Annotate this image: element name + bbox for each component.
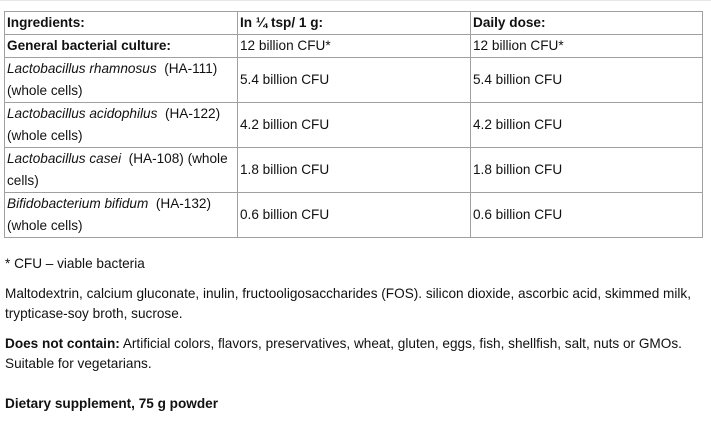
strain-code: (HA-122): [164, 106, 221, 121]
daily-cell: 4.2 billion CFU: [471, 103, 703, 148]
ingredients-table: [4, 11, 703, 238]
ingredient-cell: [5, 148, 238, 193]
table-row: [5, 103, 703, 148]
strain-code: (HA-111): [164, 61, 218, 76]
daily-cell: 1.8 billion CFU: [471, 148, 703, 193]
strain-note: (whole cells): [7, 128, 83, 143]
amount-cell: 12 billion CFU*: [238, 35, 471, 58]
does-not-contain-label: Does not contain:: [5, 336, 120, 351]
strain-note: cells): [7, 173, 39, 188]
amount-cell: 0.6 billion CFU: [238, 193, 471, 238]
cfu-footnote: * CFU – viable bacteria: [5, 256, 145, 271]
top-divider: [0, 0, 711, 1]
amount-cell: 1.8 billion CFU: [238, 148, 471, 193]
species-name: Lactobacillus casei: [7, 151, 122, 166]
header-per-serving: In ¼ tsp/ 1 g:: [238, 12, 471, 35]
amount-cell: 4.2 billion CFU: [238, 103, 471, 148]
header-daily-dose: Daily dose:: [471, 12, 703, 35]
ingredient-cell: [5, 58, 238, 103]
table-header-row: [5, 12, 703, 35]
other-ingredients: Maltodextrin, calcium gluconate, inulin, fructooligosaccharides (FOS). silicon dioxide, ascorbic acid, skimmed milk, trypticase-soy broth, sucrose.: [5, 286, 691, 321]
product-description: Dietary supplement, 75 g powder: [5, 396, 219, 411]
strain-code: (HA-108) (whole: [128, 151, 228, 166]
species-name: Bifidobacterium bifidum: [7, 196, 149, 211]
strain-code: (HA-132): [155, 196, 212, 211]
ingredient-cell: [5, 103, 238, 148]
species-name: Lactobacillus acidophilus: [7, 106, 158, 121]
table-row: [5, 35, 703, 58]
strain-note: (whole cells): [7, 218, 83, 233]
does-not-contain-text: Artificial colors, flavors, preservatives, wheat, gluten, eggs, fish, shellfish, salt, nuts or GMOs. Suitable for vegetarians.: [5, 336, 682, 371]
does-not-contain: [5, 334, 707, 374]
table-row: [5, 193, 703, 238]
species-name: Lactobacillus rhamnosus: [7, 61, 157, 76]
ingredient-name: General bacterial culture:: [5, 35, 238, 58]
ingredient-cell: [5, 193, 238, 238]
daily-cell: 12 billion CFU*: [471, 35, 703, 58]
table-row: [5, 58, 703, 103]
amount-cell: 5.4 billion CFU: [238, 58, 471, 103]
strain-note: (whole cells): [7, 83, 83, 98]
table-row: [5, 148, 703, 193]
daily-cell: 0.6 billion CFU: [471, 193, 703, 238]
header-ingredients: Ingredients:: [5, 12, 238, 35]
daily-cell: 5.4 billion CFU: [471, 58, 703, 103]
